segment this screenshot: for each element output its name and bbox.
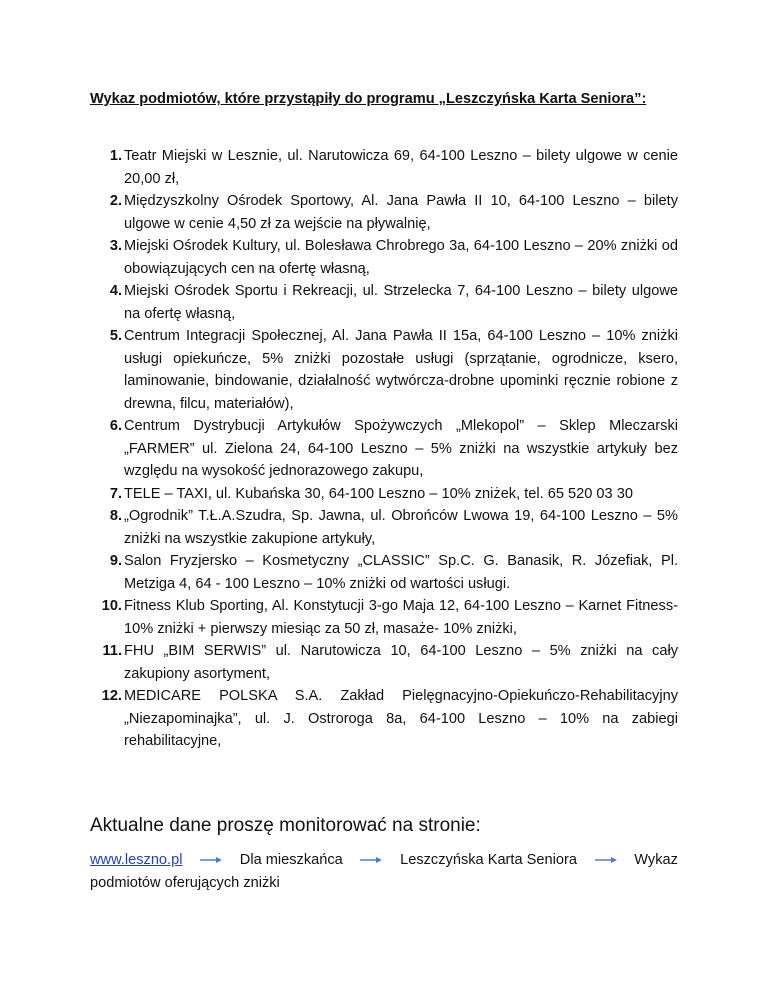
list-item <box>90 550 678 595</box>
list-item-number: 12. <box>101 688 122 704</box>
list-item-number: 10. <box>101 598 122 614</box>
list-item <box>90 325 678 415</box>
list-item <box>90 145 678 190</box>
navigation-path <box>90 849 678 894</box>
website-link[interactable]: www.leszno.pl <box>90 852 183 868</box>
path-step-list-continuation: podmiotów oferujących zniżki <box>90 874 280 891</box>
participants-list <box>90 145 678 753</box>
list-item-text: Centrum Integracji Społecznej, Al. Jana Pawła II 15a, 64-100 Leszno – 10% zniżki usługi opiekuńcze, 5% zniżki pozostałe usługi (sprzątanie, ogrodnicze, ksero, laminowanie, bindowanie, działalność wytwórcza-drobne upominki ręcznie robione z drewna, filcu, materiałów), <box>124 328 678 412</box>
list-item-text: Teatr Miejski w Lesznie, ul. Narutowicza 69, 64-100 Leszno – bilety ulgowe w cenie 20,00 zł, <box>124 148 678 187</box>
list-item-number: 3. <box>109 238 122 254</box>
list-item-text: Międzyszkolny Ośrodek Sportowy, Al. Jana Pawła II 10, 64-100 Leszno – bilety ulgowe w cenie 4,50 zł za wejście na pływalnię, <box>124 193 678 232</box>
list-item-text: Salon Fryzjersko – Kosmetyczny „CLASSIC” Sp.C. G. Banasik, R. Józefiak, Pl. Metziga 4, 64 - 100 Leszno – 10% zniżki od wartości usługi. <box>124 553 678 592</box>
arrow-right-icon <box>358 854 384 866</box>
list-item-text: Fitness Klub Sporting, Al. Konstytucji 3-go Maja 12, 64-100 Leszno – Karnet Fitness- 10% zniżki + pierwszy miesiąc za 50 zł, masaże- 10% zniżki, <box>124 598 678 637</box>
list-item-number: 6. <box>109 418 122 434</box>
list-item-number: 9. <box>109 553 122 569</box>
arrow-right-icon <box>593 854 619 866</box>
list-item <box>90 235 678 280</box>
list-item <box>90 685 678 753</box>
list-item-number: 4. <box>109 283 122 299</box>
list-item-text: Centrum Dystrybucji Artykułów Spożywczych „Mlekopol” – Sklep Mleczarski „FARMER” ul. Zielona 24, 64-100 Leszno – 5% zniżki na wszystkie artykuły bez względu na wysokość jednorazowego zakupu, <box>124 418 678 479</box>
list-item <box>90 280 678 325</box>
list-item-text: Miejski Ośrodek Sportu i Rekreacji, ul. Strzelecka 7, 64-100 Leszno – bilety ulgowe na ofertę własną, <box>124 283 678 322</box>
arrow-right-icon <box>198 854 224 866</box>
path-step-residents: Dla mieszkańca <box>239 852 343 868</box>
list-item-text: „Ogrodnik” T.Ł.A.Szudra, Sp. Jawna, ul. Obrońców Lwowa 19, 64-100 Leszno – 5% zniżki na wszystkie zakupione artykuły, <box>124 508 678 547</box>
list-item-number: 1. <box>109 148 122 164</box>
list-item <box>90 415 678 483</box>
list-item <box>90 595 678 640</box>
monitor-heading: Aktualne dane proszę monitorować na stronie: <box>90 815 481 836</box>
list-item <box>90 190 678 235</box>
list-item-text: MEDICARE POLSKA S.A. Zakład Pielęgnacyjno-Opiekuńczo-Rehabilitacyjny „Niezapominajka”, ul. J. Ostroroga 8a, 64-100 Leszno – 10% na zabiegi rehabilitacyjne, <box>124 688 678 749</box>
path-step-list: Wykaz <box>634 852 678 868</box>
list-item-number: 8. <box>109 508 122 524</box>
document-title: Wykaz podmiotów, które przystąpiły do programu „Leszczyńska Karta Seniora”: <box>90 91 647 107</box>
list-item <box>90 505 678 550</box>
list-item <box>90 640 678 685</box>
list-item-number: 11. <box>102 643 122 659</box>
list-item-text: FHU „BIM SERWIS” ul. Narutowicza 10, 64-100 Leszno – 5% zniżki na cały zakupiony asortyment, <box>124 643 678 682</box>
path-step-senior-card: Leszczyńska Karta Seniora <box>400 852 577 868</box>
list-item-number: 2. <box>109 193 122 209</box>
list-item-number: 5. <box>109 328 122 344</box>
list-item <box>90 483 678 506</box>
list-item-text: TELE – TAXI, ul. Kubańska 30, 64-100 Leszno – 10% zniżek, tel. 65 520 03 30 <box>124 485 633 502</box>
list-item-number: 7. <box>109 485 122 502</box>
list-item-text: Miejski Ośrodek Kultury, ul. Bolesława Chrobrego 3a, 64-100 Leszno – 20% zniżki od obowiązujących cen na ofertę własną, <box>124 238 678 277</box>
